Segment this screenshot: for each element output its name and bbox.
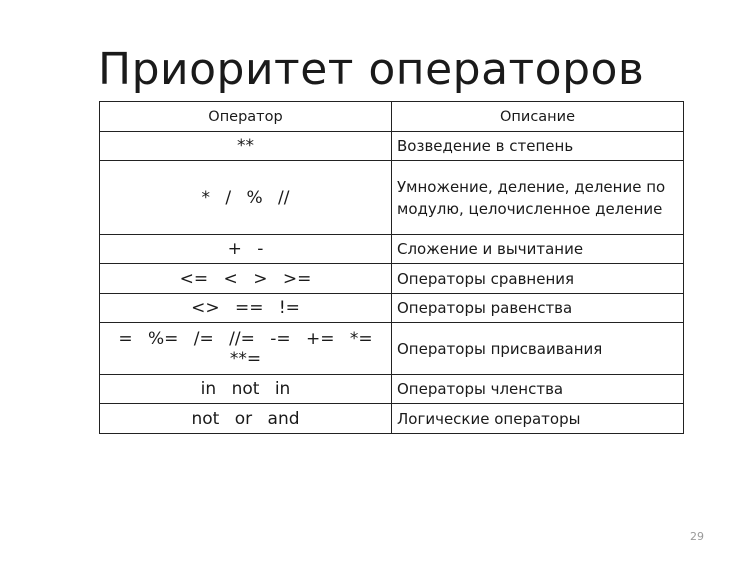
slide-title: Приоритет операторов (98, 44, 645, 95)
table-row (100, 404, 684, 434)
operator-precedence-table (99, 101, 684, 434)
description-cell: Сложение и вычитание (392, 235, 684, 264)
table-row (100, 235, 684, 264)
header-operator: Оператор (100, 102, 392, 132)
page-number: 29 (690, 530, 704, 543)
operator-cell: ** (100, 132, 392, 161)
operator-cell: + - (100, 235, 392, 264)
table-row (100, 294, 684, 323)
description-cell: Логические операторы (392, 404, 684, 434)
description-cell: Операторы членства (392, 375, 684, 404)
operator-cell: not or and (100, 404, 392, 434)
description-cell: Операторы равенства (392, 294, 684, 323)
operator-cell: = %= /= //= -= += *= **= (100, 323, 392, 375)
operator-cell: * / % // (100, 161, 392, 235)
operator-cell: in not in (100, 375, 392, 404)
operator-cell: <> == != (100, 294, 392, 323)
table-row (100, 323, 684, 375)
table-header-row (100, 102, 684, 132)
table-row (100, 264, 684, 294)
header-description: Описание (392, 102, 684, 132)
description-cell: Возведение в степень (392, 132, 684, 161)
table-row (100, 132, 684, 161)
description-cell: Операторы присваивания (392, 323, 684, 375)
description-cell: Умножение, деление, деление по модулю, целочисленное деление (392, 161, 684, 235)
table-row (100, 375, 684, 404)
operator-cell: <= < > >= (100, 264, 392, 294)
description-cell: Операторы сравнения (392, 264, 684, 294)
table-row (100, 161, 684, 235)
